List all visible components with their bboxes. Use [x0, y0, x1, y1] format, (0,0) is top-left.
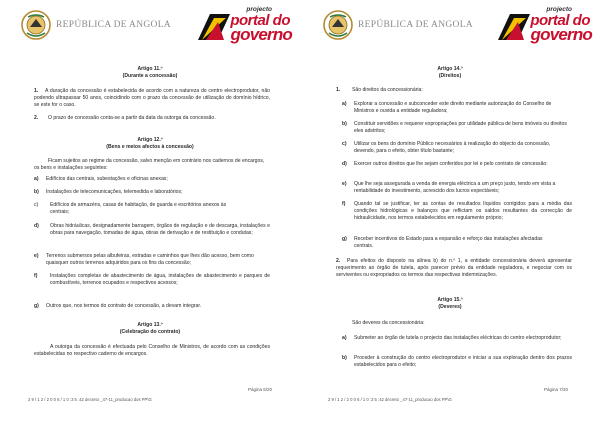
- portal-governo-logo: projecto portal do governo: [196, 6, 294, 46]
- left-page: REPÚBLICA DE ANGOLA projecto portal do governo Artigo 11.º (Durante a concessão) 1. A duração da concessão é estabelecida de acordo com a natureza do centro electroprodutor, não podendo ultrapassar 50 anos, coincidindo com o prazo da concessão de utilização do domínio hídrico, se este for o caso. 2. O prazo de concessão conta-se a partir da data da outorga da concessão. Artigo 12.º (Bens e meios afectos à concessão) Ficam sujeitos ao regime da concessão, salvo menção em contrário nos cadernos de encargos, os bens e instalações seguintes: a) Edifícios das centrais, subestações e oficinas anexas; b) Instalações de telecomunicações, telemedida e laboratórios; c) Edifícios de armazéns, casas de habitação, de guarda e escritórios anexos às centrais; d) Obras hidráulicas, designadamente barragem, órgãos de regulação e de descarga, instalações e obras para navegação, tomadas de água, obras de derivação e de restituição e condutas; e) Terrenos submersos pelas albufeiras, estradas e caminhos que lhes dão acesso, bem como quaisquer outros terrenos adquiridos para os fins da concessão; f) Instalações completas de abastecimento de água, instalações de abastecimento e parques de combustíveis, terrenos ocupados e respectivos acessos; g) Outros que, nos termos do contrato de concessão, a devam integrar. Artigo 13.º (Celebração do contrato) A outorga da concessão é efectuada pelo Conselho de Ministros, de acordo com as condições estabelecidas no respectivo caderno de encargos. Página 6/20 2 9 / 1 2 / 2 0 0 6 / 1 0 :3 5 :42 decreto _47-11_producao dos PP\G: [0, 0, 300, 424]
- article-11-paragraph-1: A duração da concessão é estabelecida de acordo com a natureza do centro electroprodutor, não podendo ultrapassar 50 anos, coincidindo com o prazo da concessão de utilização do domínio hídrico, se este for o caso.: [34, 88, 270, 109]
- article-15-intro: São deveres da concessionária:: [352, 320, 425, 326]
- republic-title: REPÚBLICA DE ANGOLA: [358, 20, 473, 30]
- list-item: Instalações completas de abastecimento de água, instalações de abastecimento e parques de combustíveis, terrenos ocupados e respectivos acessos;: [50, 273, 270, 287]
- page-number: Página 7/20: [544, 387, 569, 392]
- republic-title: REPÚBLICA DE ANGOLA: [56, 20, 171, 30]
- list-item: Outros que, nos termos do contrato de concessão, a devam integrar.: [46, 303, 202, 309]
- page-footer: 2 9 / 1 2 / 2 0 0 6 / 1 0 :3 5 :42 decreto _47-11_producao dos PP\G: [328, 397, 452, 402]
- list-item: Proceder à construção do centro electroprodutor e iniciar a sua exploração dentro dos prazos estabelecidos para o efeito;: [354, 355, 572, 369]
- list-item: Constituir servidões e requerer expropriações por utilidade pública de bens imóveis ou direitos eles adstritos;: [354, 121, 567, 135]
- list-item: Exercer outros direitos que lhe sejam conferidos por lei e pelo contrato de concessão:: [354, 161, 548, 167]
- article-15-subtitle: (Deveres): [438, 304, 462, 310]
- list-item: Terrenos submersos pelas albufeiras, estradas e caminhos que lhes dão acesso, bem como quaisquer outros terrenos adquiridos para os fins da concessão;: [46, 253, 254, 267]
- portal-logo-shape-icon: [196, 10, 232, 44]
- page-header: [0, 6, 300, 48]
- article-12-intro: Ficam sujeitos ao regime da concessão, salvo menção em contrário nos cadernos de encargos, os bens e instalações seguintes:: [34, 158, 265, 172]
- list-item: Submeter ao órgão de tutela o projecto das instalações eléctricas do centro electroprodutor;: [354, 335, 562, 341]
- page-number: Página 6/20: [248, 387, 273, 392]
- list-item: Instalações de telecomunicações, telemedida e laboratórios;: [46, 189, 183, 195]
- angola-emblem-icon: [322, 9, 354, 41]
- article-14-subtitle: (Direitos): [438, 73, 462, 79]
- article-13-subtitle: (Celebração do contrato): [119, 329, 181, 335]
- list-item: Edifícios de armazéns, casas de habitação, de guarda e escritórios anexos às centrais;: [50, 202, 227, 216]
- list-item: Edifícios das centrais, subestações e oficinas anexas;: [46, 176, 168, 182]
- portal-logo-shape-icon: [496, 10, 532, 44]
- article-11-title: Artigo 11.º: [137, 66, 163, 72]
- right-page: REPÚBLICA DE ANGOLA projecto portal do governo Artigo 14.º (Direitos) 1. São direitos da concessionária: a) Explorar a concessão e subconceder este direito mediante autorização do Conselho de Ministros e ouvida a entidade reguladora; b) Constituir servidões e requerer expropriações por utilidade pública de bens imóveis ou direitos eles adstritos; c) Utilizar os bens do domínio Público necessários à realização do objecto da concessão, devendo, para o efeito, obter título bastante; d) Exercer outros direitos que lhe sejam conferidos por lei e pelo contrato de concessão: e) Que lhe seja assegurada a venda de energia eléctrica a um preço justo, tendo em vista a rentabilidade do investimento, acrescido dos lucros expectáveis; f) Quando tal se justificar, ter as contas de resultados líquidos corrigidos para a média das condições hidrológicas e balanços que reflictam os saldos resultantes da correcção de hidraulicidade, nos termos estabelecidos em regulamento próprio; g) Receber incentivos do Estado para a expansão e reforço das instalações afectadas centrais. 2. Para efeitos do disposto na alínea b) do n.º 1, a entidade concessionária deverá apresentar requerimento ao órgão de tutela, após parecer prévio da entidade reguladora, e negociar com os serviventes ou expropriados os termos das respectivas indemnizações. Artigo 15.º (Deveres) São deveres da concessionária: a) Submeter ao órgão de tutela o projecto das instalações eléctricas do centro electroprodutor; b) Proceder à construção do centro electroprodutor e iniciar a sua exploração dentro dos prazos estabelecidos para o efeito; Página 7/20 2 9 / 1 2 / 2 0 0 6 / 1 0 :3 5 :42 decreto _47-11_producao dos PP\G: [300, 0, 600, 424]
- article-14-paragraph-2: Para efeitos do disposto na alínea b) do n.º 1, a entidade concessionária deverá apresentar requerimento ao órgão de tutela, após parecer prévio da entidade reguladora, e negociar com os serviventes ou expropriados os termos das respectivas indemnizações.: [336, 258, 572, 279]
- list-item: Que lhe seja assegurada a venda de energia eléctrica a um preço justo, tendo em vista a rentabilidade do investimento, acrescido dos lucros expectáveis;: [354, 181, 556, 195]
- article-12-title: Artigo 12.º: [137, 137, 163, 143]
- list-item: Quando tal se justificar, ter as contas de resultados líquidos corrigidos para a média das condições hidrológicas e balanços que reflictam os saldos resultantes da correcção de hidraulicidade, nos termos estabelecidos em regulamento próprio;: [354, 201, 572, 222]
- page-header: [300, 6, 600, 48]
- list-item: Utilizar os bens do domínio Público necessários à realização do objecto da concessão, devendo, para o efeito, obter título bastante;: [354, 141, 551, 155]
- portal-governo-logo: projecto portal do governo: [496, 6, 594, 46]
- article-14-title: Artigo 14.º: [437, 66, 463, 72]
- list-item: Receber incentivos do Estado para a expansão e reforço das instalações afectadas centrais.: [354, 236, 543, 250]
- page-footer: 2 9 / 1 2 / 2 0 0 6 / 1 0 :3 5 :42 decreto _47-11_producao dos PP\G: [28, 397, 152, 402]
- article-11-paragraph-2: O prazo de concessão conta-se a partir da data da outorga da concessão.: [48, 115, 216, 121]
- article-15-title: Artigo 15.º: [437, 297, 463, 303]
- article-11-subtitle: (Durante a concessão): [122, 73, 178, 79]
- article-13-title: Artigo 13.º: [137, 322, 163, 328]
- list-item: Explorar a concessão e subconceder este direito mediante autorização do Conselho de Ministros e ouvida a entidade reguladora;: [354, 101, 552, 115]
- article-13-paragraph: A outorga da concessão é efectuada pelo Conselho de Ministros, de acordo com as condições estabelecidas no respectivo caderno de encargos.: [34, 344, 270, 358]
- article-12-subtitle: (Bens e meios afectos à concessão): [106, 144, 194, 150]
- angola-emblem-icon: [20, 9, 52, 41]
- list-item: Obras hidráulicas, designadamente barragem, órgãos de regulação e de descarga, instalações e obras para navegação, tomadas de água, obras de derivação e de restituição e condutas;: [50, 223, 270, 237]
- article-14-paragraph-1: São direitos da concessionária:: [352, 87, 423, 93]
